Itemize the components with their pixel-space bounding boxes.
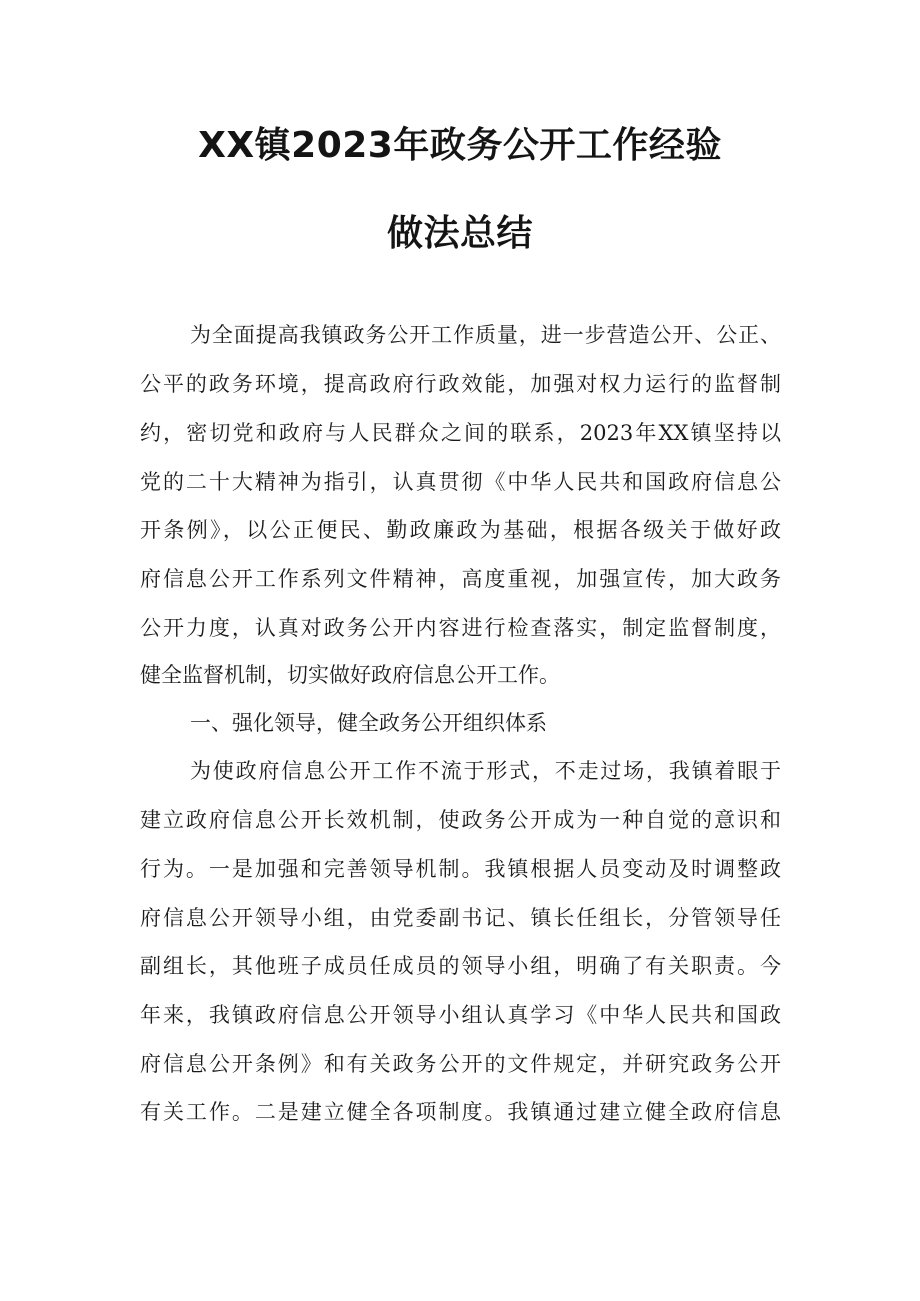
paragraph-1-line-5: 开条例》，以公正便民、勤政廉政为基础，根据各级关于做好政	[140, 518, 781, 542]
document-title-line-1: XX镇2023年政务公开工作经验	[198, 125, 722, 166]
paragraph-1-line-8: 健全监督机制，切实做好政府信息公开工作。	[140, 663, 560, 687]
paragraph-1-line-7: 公开力度，认真对政务公开内容进行检查落实，制定监督制度，	[140, 616, 781, 640]
paragraph-1-line-2: 公平的政务环境，提高政府行政效能，加强对权力运行的监督制	[140, 372, 781, 396]
paragraph-2-line-7: 府信息公开条例》和有关政务公开的文件规定，并研究政务公开	[140, 1052, 781, 1076]
paragraph-1-line-4: 党的二十大精神为指引，认真贯彻《中华人民共和国政府信息公	[140, 470, 781, 494]
paragraph-2-line-1: 为使政府信息公开工作不流于形式，不走过场，我镇着眼于	[190, 759, 781, 783]
document-title-line-2: 做法总结	[386, 213, 533, 254]
paragraph-2-line-6: 年来，我镇政府信息公开领导小组认真学习《中华人民共和国政	[140, 1003, 781, 1027]
paragraph-1-line-6: 府信息公开工作系列文件精神，高度重视，加强宣传，加大政务	[140, 567, 781, 591]
paragraph-2-line-2: 建立政府信息公开长效机制，使政务公开成为一种自觉的意识和	[140, 808, 781, 832]
paragraph-2-line-4: 府信息公开领导小组，由党委副书记、镇长任组长，分管领导任	[140, 906, 781, 930]
paragraph-1-line-1: 为全面提高我镇政务公开工作质量，进一步营造公开、公正、	[190, 323, 781, 347]
paragraph-2-line-8: 有关工作。二是建立健全各项制度。我镇通过建立健全政府信息	[140, 1100, 781, 1124]
section-heading-1: 一、强化领导，健全政务公开组织体系	[190, 711, 547, 735]
paragraph-2-line-3: 行为。一是加强和完善领导机制。我镇根据人员变动及时调整政	[140, 857, 781, 881]
paragraph-1-line-3: 约，密切党和政府与人民群众之间的联系，2023年XX镇坚持以	[140, 421, 781, 445]
paragraph-2-line-5: 副组长，其他班子成员任成员的领导小组，明确了有关职责。今	[140, 954, 781, 978]
